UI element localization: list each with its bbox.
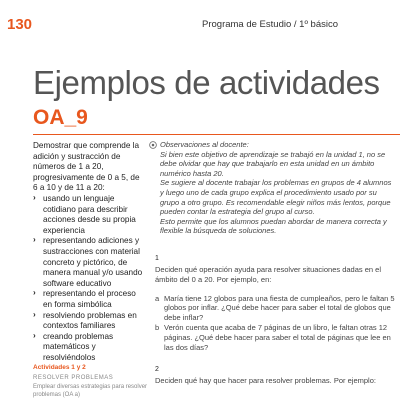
objective-intro: Demostrar que comprende la adición y sustracción de números de 1 a 20, progresivamente de 0 a 5, de 6 a 10 y de 11 a 20: [33, 141, 140, 193]
teacher-observations [160, 140, 396, 236]
activity-intro: Deciden qué operación ayuda para resolver situaciones dadas en el ámbito del 0 a 20. Por ejemplo, en: [155, 265, 381, 284]
activity-item [155, 323, 395, 352]
activities-label: Actividades 1 y 2 [33, 364, 86, 371]
objective-item: › creando problemas matemáticos y resolviéndolos [33, 332, 145, 364]
learning-objective [33, 141, 145, 363]
skill-name: RESOLVER PROBLEMAS [33, 375, 114, 381]
observations-paragraph: Se sugiere al docente trabajar los problemas en grupos de 4 alumnos y luego uno de cada grupo explica el procedimiento usado por su grupo a otro grupo. Es recomendable elegir niños más lentos, porque pueden contar la estrategia del grupo al curso. [160, 178, 392, 217]
item-text: María tiene 12 globos para una fiesta de cumpleaños, pero le faltan 5 globos por inflar. ¿Qué debe hacer para saber el total de globos que debe inflar? [164, 293, 395, 323]
observations-paragraph: Si bien este objetivo de aprendizaje se trabajó en la unidad 1, no se debe olvidar que hay que trabajarlo en esta unidad en un ámbito numérico hasta 20. [160, 149, 386, 178]
activity-1 [155, 265, 395, 352]
objective-item: › usando un lenguaje cotidiano para describir acciones desde su propia experiencia [33, 194, 145, 236]
skill-description: Emplear diversas estrategias para resolver problemas (OA a) [33, 384, 148, 398]
item-label: a [155, 293, 160, 303]
oa-code: OA_9 [33, 106, 88, 129]
activity-number: 2 [155, 366, 159, 373]
observations-paragraph: Esto permite que los alumnos puedan abordar de manera correcta y flexible la búsqueda de soluciones. [160, 216, 387, 236]
observation-icon [149, 141, 157, 149]
page-title: Ejemplos de actividades [33, 64, 380, 101]
item-text: Verón cuenta que acaba de 7 páginas de un libro, le faltan otras 12 páginas. ¿Qué debe hacer para saber el total de páginas que lee en las dos días? [164, 322, 391, 352]
activity-item [155, 294, 395, 323]
objective-item: › representando el proceso en forma simbólica [33, 289, 145, 310]
page-number: 130 [7, 16, 33, 33]
observations-title: Observaciones al docente: [160, 140, 249, 149]
objective-item: › resolviendo problemas en contextos familiares [33, 311, 145, 332]
running-header: Programa de Estudio / 1º básico [202, 19, 339, 30]
section-divider [33, 134, 400, 135]
objective-list [33, 194, 145, 364]
objective-item: › representando adiciones y sustracciones con material concreto y pictórico, de manera manual y/o usando software educativo [33, 236, 145, 289]
activity-2 [155, 376, 395, 386]
item-label: b [155, 322, 160, 332]
activity-intro: Deciden qué hay que hacer para resolver problemas. Por ejemplo: [155, 376, 376, 385]
activity-number: 1 [155, 255, 159, 262]
